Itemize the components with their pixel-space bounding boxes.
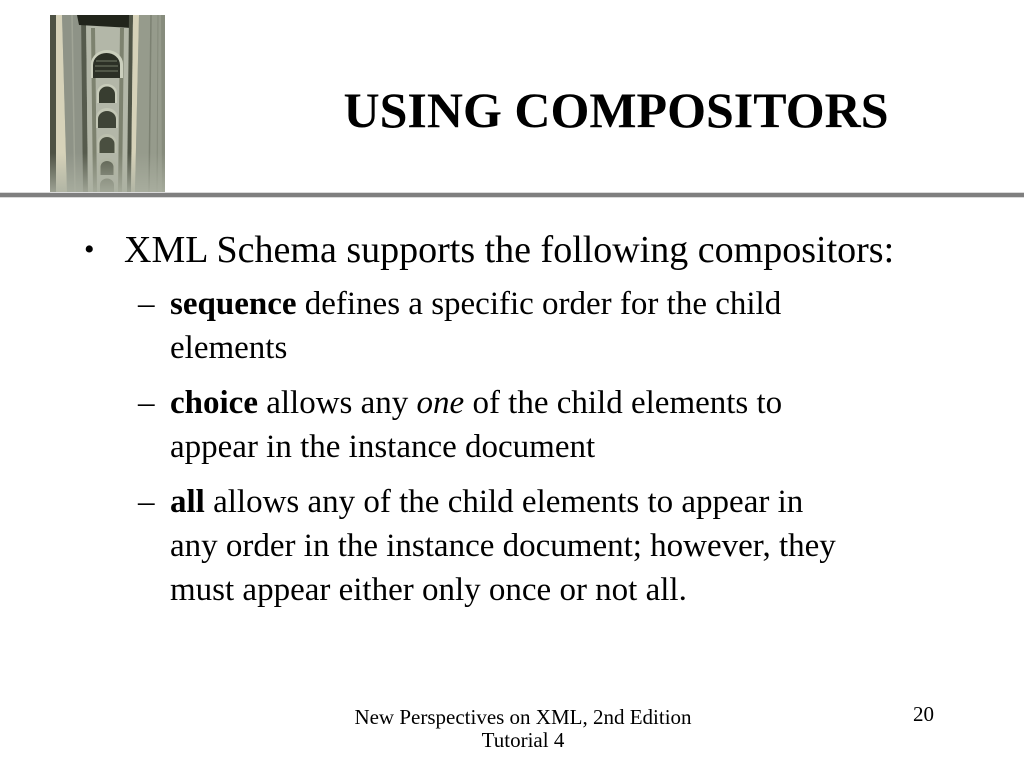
footer: [22, 706, 1024, 752]
slide-body: [0, 226, 1024, 612]
bullet-dot-icon: •: [84, 233, 95, 266]
item-text: [124, 226, 1024, 274]
en-dash-icon: –: [138, 385, 155, 421]
text-segment: any order in the instance document; however, they: [170, 528, 836, 564]
text-line: [170, 480, 1024, 524]
text-line: [170, 568, 1024, 612]
text-segment: XML Schema supports the following compositors:: [124, 229, 895, 271]
text-line: [170, 282, 1024, 326]
en-dash-icon: –: [138, 484, 155, 520]
text-segment: elements: [170, 330, 288, 366]
text-line: [170, 524, 1024, 568]
text-line: [170, 381, 1024, 425]
item-text: [170, 282, 1024, 370]
text-segment: allows any of the child elements to appear in: [204, 484, 804, 520]
en-dash-icon: –: [138, 286, 155, 322]
footer-line1: New Perspectives on XML, 2nd Edition: [354, 705, 692, 729]
text-segment: sequence: [170, 286, 297, 322]
text-line: [170, 425, 1024, 469]
text-segment: allows any: [257, 385, 417, 421]
text-segment: must appear either only once or not all.: [170, 572, 687, 608]
footer-line2: Tutorial 4: [481, 728, 565, 752]
list-item: [0, 226, 1024, 274]
page-number: 20: [913, 702, 934, 726]
tower-photo: [50, 15, 165, 192]
text-line: [170, 326, 1024, 370]
text-segment: all: [170, 484, 205, 520]
text-segment: of the child elements to: [464, 385, 783, 421]
list-item: [0, 381, 1024, 469]
list-item: [0, 480, 1024, 612]
item-text: [170, 381, 1024, 469]
list-item: [0, 282, 1024, 370]
tower-photo-image: [50, 15, 165, 192]
text-line: [124, 226, 1024, 274]
text-segment: one: [416, 385, 465, 421]
title-divider: [0, 192, 1024, 198]
item-text: [170, 480, 1024, 612]
slide-title: USING COMPOSITORS: [343, 82, 889, 138]
text-segment: choice: [170, 385, 258, 421]
text-segment: appear in the instance document: [170, 429, 596, 465]
text-segment: defines a specific order for the child: [296, 286, 782, 322]
